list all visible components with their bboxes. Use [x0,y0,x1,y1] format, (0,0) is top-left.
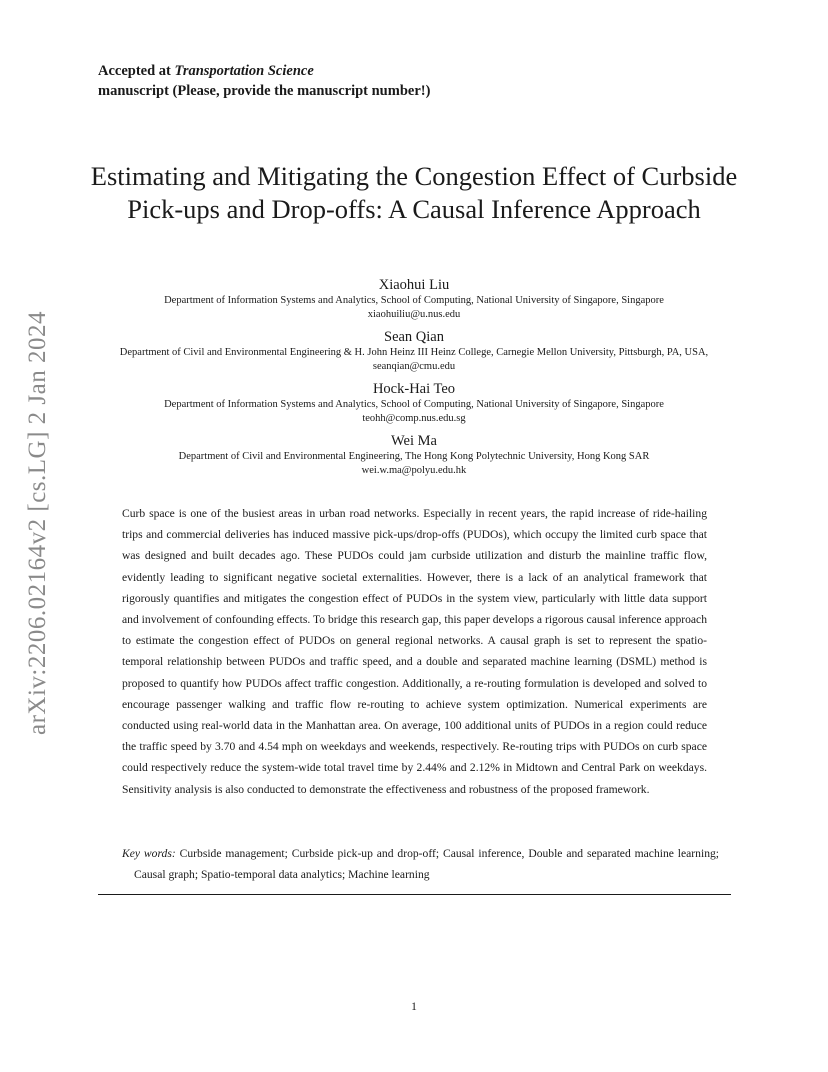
author-affiliation: Department of Civil and Environmental Engineering, The Hong Kong Polytechnic University, Hong Kong SAR [178,451,650,462]
paper-title: Estimating and Mitigating the Congestion Effect of Curbside Pick-ups and Drop-offs: A Causal Inference Approach [90,161,738,224]
author-name: Sean Qian [384,329,444,345]
accepted-prefix: Accepted at [98,63,171,79]
manuscript-line: manuscript (Please, provide the manuscript number!) [98,83,431,99]
author-name: Hock-Hai Teo [372,381,456,397]
author-name: Wei Ma [391,433,437,449]
page-number: 1 [411,1001,417,1013]
journal-name: Transportation Science [174,63,314,79]
author-block [100,380,728,426]
journal-header [98,61,738,101]
author-block [100,328,728,374]
author-affiliation: Department of Information Systems and Analytics, School of Computing, National University of Singapore, Singapore [164,399,664,410]
abstract: Curb space is one of the busiest areas in urban road networks. Especially in recent years, the rapid increase of ride-hailing trips and commercial deliveries has induced massive pick-ups/drop-offs (PUDOs), which occupy the limited curb space that was designed and built decades ago. These PUDOs could jam curbside utilization and disturb the mainline traffic flow, evidently leading to significant negative societal externalities. However, there is a lack of an analytical framework that rigorously quantifies and mitigates the congestion effect of PUDOs in the system view, particularly with little data support and involvement of confounding effects. To bridge this research gap, this paper develops a rigorous causal inference approach to estimate the congestion effect of PUDOs on general regional networks. A causal graph is set to represent the spatio-temporal relationship between PUDOs and traffic speed, and a double and separated machine learning (DSML) method is proposed to quantify how PUDOs affect traffic congestion. Additionally, a re-routing formulation is developed and solved to encourage passenger walking and traffic flow re-routing to achieve system optimization. Numerical experiments are conducted using real-world data in the Manhattan area. On average, 100 additional units of PUDOs in a region could reduce the traffic speed by 3.70 and 4.54 mph on weekdays and weekends, respectively. Re-routing trips with PUDOs on curb space could respectively reduce the system-wide total travel time by 2.44% and 2.12% in Midtown and Central Park on weekdays. Sensitivity analysis is also conducted to demonstrate the effectiveness and robustness of the proposed framework. [122,507,707,796]
arxiv-identifier: arXiv:2206.02164v2 [cs.LG] 2 Jan 2024 [24,311,51,735]
author-email: xiaohuiliu@u.nus.edu [367,309,461,320]
author-affiliation: Department of Information Systems and Analytics, School of Computing, National University of Singapore, Singapore [164,295,664,306]
accepted-line [98,61,738,81]
author-email: teohh@comp.nus.edu.sg [362,413,466,424]
author-block [100,432,728,478]
author-name: Xiaohui Liu [378,277,450,293]
keywords-colon: : [171,847,176,860]
keywords-text: Curbside management; Curbside pick-up and drop-off; Causal inference, Double and separated machine learning; Causal graph; Spatio-temporal data analytics; Machine learning [134,847,720,881]
author-email: wei.w.ma@polyu.edu.hk [361,465,467,476]
keywords-label: Key words [122,847,172,860]
author-affiliation: Department of Civil and Environmental Engineering & H. John Heinz III Heinz College, Carnegie Mellon University, Pittsburgh, PA, USA, seanqian@cmu.edu [119,347,709,372]
horizontal-rule [98,894,731,895]
arxiv-stamp [18,298,58,748]
author-list [100,276,728,484]
keywords [122,843,719,885]
author-block [100,276,728,322]
